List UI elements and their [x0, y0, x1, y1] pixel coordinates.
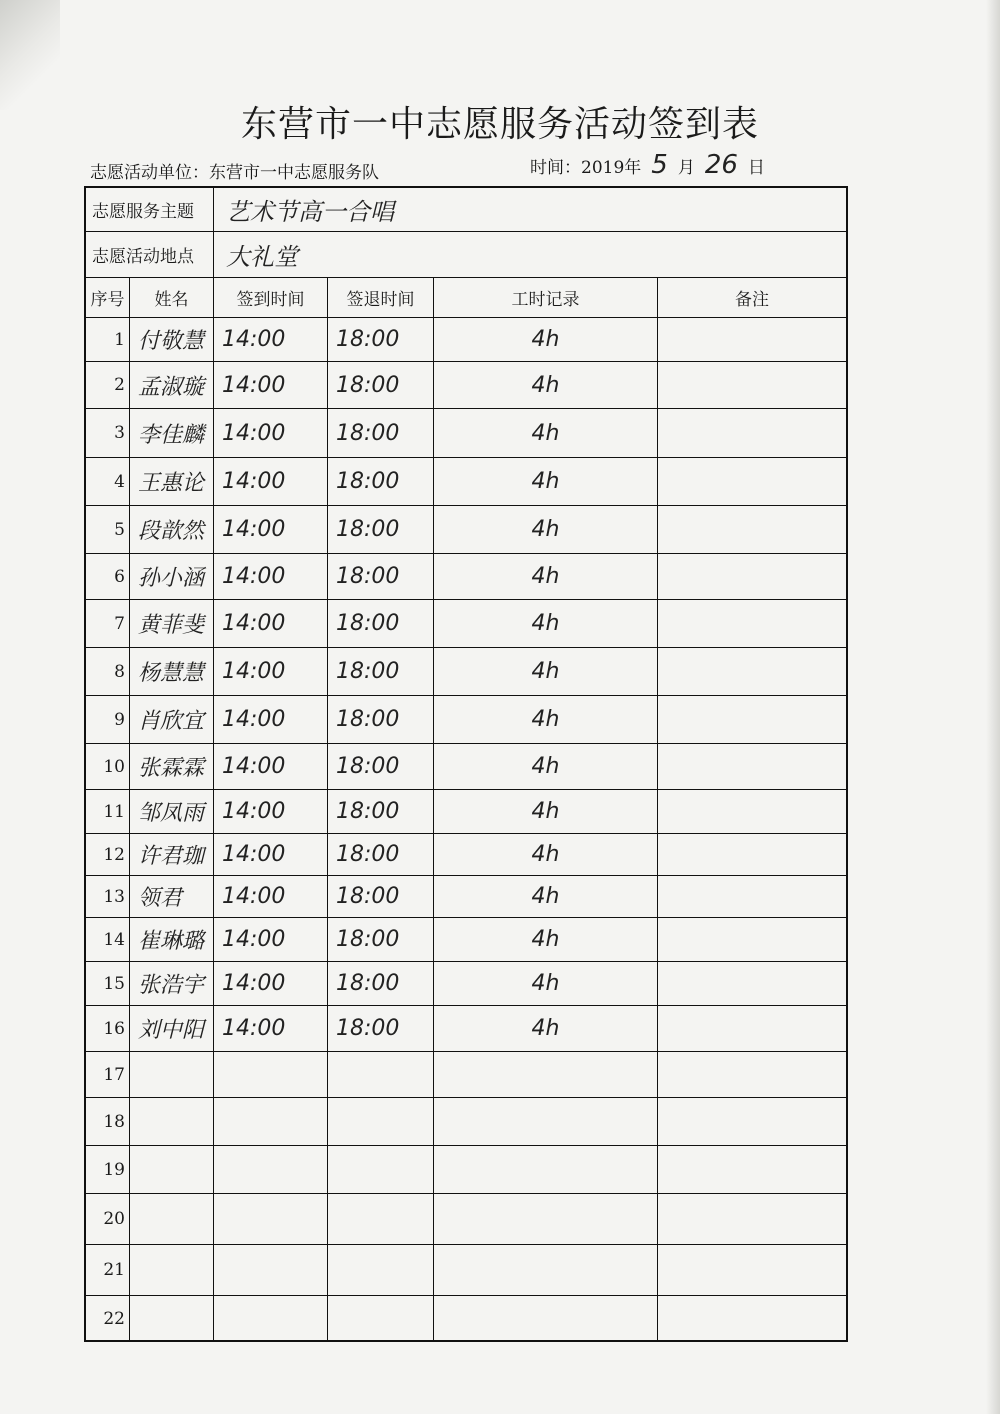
- cell-sign-out: 18:00: [328, 409, 434, 457]
- cell-sign-in: 14:00: [214, 362, 328, 408]
- cell-hours: 4h: [434, 362, 658, 408]
- cell-hours: 4h: [434, 648, 658, 695]
- cell-sign-out: 18:00: [328, 458, 434, 505]
- cell-name: 肖欣宜: [130, 696, 214, 743]
- cell-note: [658, 362, 846, 408]
- table-row: [86, 362, 846, 409]
- cell-sign-out: 18:00: [328, 744, 434, 789]
- cell-sign-in: 14:00: [214, 918, 328, 961]
- col-header-sign-out: 签退时间: [328, 278, 434, 317]
- cell-sign-out: 18:00: [328, 834, 434, 875]
- cell-no: 12: [86, 834, 130, 875]
- cell-no: 10: [86, 744, 130, 789]
- cell-name: [130, 1194, 214, 1244]
- cell-no: 7: [86, 600, 130, 647]
- cell-hours: 4h: [434, 696, 658, 743]
- sign-in-table: [84, 186, 848, 1342]
- table-row: [86, 1296, 846, 1342]
- cell-sign-out: 18:00: [328, 876, 434, 917]
- cell-sign-in: 14:00: [214, 962, 328, 1005]
- cell-sign-in: [214, 1146, 328, 1193]
- cell-hours: 4h: [434, 962, 658, 1005]
- table-row: [86, 696, 846, 744]
- cell-sign-out: 18:00: [328, 506, 434, 553]
- table-row: [86, 458, 846, 506]
- table-row: [86, 318, 846, 362]
- cell-no: 2: [86, 362, 130, 408]
- cell-note: [658, 1052, 846, 1097]
- cell-no: 4: [86, 458, 130, 505]
- cell-no: 18: [86, 1098, 130, 1145]
- cell-note: [658, 1194, 846, 1244]
- cell-sign-in: 14:00: [214, 744, 328, 789]
- cell-name: 许君珈: [130, 834, 214, 875]
- table-row: [86, 1052, 846, 1098]
- cell-name: [130, 1296, 214, 1342]
- cell-hours: 4h: [434, 834, 658, 875]
- cell-sign-out: 18:00: [328, 600, 434, 647]
- cell-name: [130, 1146, 214, 1193]
- cell-hours: [434, 1098, 658, 1145]
- cell-sign-out: 18:00: [328, 790, 434, 833]
- cell-hours: 4h: [434, 554, 658, 599]
- cell-name: 刘中阳: [130, 1006, 214, 1051]
- date-month-unit: 月: [677, 158, 695, 178]
- cell-name: 李佳麟: [130, 409, 214, 457]
- cell-note: [658, 744, 846, 789]
- cell-note: [658, 834, 846, 875]
- table-row: [86, 600, 846, 648]
- cell-hours: [434, 1296, 658, 1342]
- cell-hours: 4h: [434, 790, 658, 833]
- cell-sign-in: 14:00: [214, 648, 328, 695]
- cell-no: 16: [86, 1006, 130, 1051]
- paper-fold-shadow: [0, 0, 60, 110]
- col-header-name: 姓名: [130, 278, 214, 317]
- cell-no: 3: [86, 409, 130, 457]
- cell-sign-out: 18:00: [328, 648, 434, 695]
- cell-no: 14: [86, 918, 130, 961]
- cell-name: 黄菲斐: [130, 600, 214, 647]
- cell-no: 11: [86, 790, 130, 833]
- cell-sign-out: [328, 1245, 434, 1295]
- cell-sign-in: 14:00: [214, 458, 328, 505]
- table-header: [86, 278, 846, 318]
- cell-note: [658, 1296, 846, 1342]
- cell-sign-in: [214, 1194, 328, 1244]
- table-row: [86, 1194, 846, 1245]
- table-row: [86, 648, 846, 696]
- cell-name: 张霖霖: [130, 744, 214, 789]
- cell-sign-in: 14:00: [214, 318, 328, 361]
- cell-sign-in: 14:00: [214, 876, 328, 917]
- table-row: [86, 1098, 846, 1146]
- cell-note: [658, 918, 846, 961]
- cell-note: [658, 696, 846, 743]
- cell-hours: 4h: [434, 744, 658, 789]
- date-prefix: 时间：2019年: [530, 158, 642, 178]
- cell-no: 9: [86, 696, 130, 743]
- cell-sign-out: 18:00: [328, 962, 434, 1005]
- cell-name: 杨慧慧: [130, 648, 214, 695]
- cell-no: 8: [86, 648, 130, 695]
- table-row: [86, 1006, 846, 1052]
- cell-hours: 4h: [434, 409, 658, 457]
- cell-sign-in: [214, 1052, 328, 1097]
- table-row: [86, 744, 846, 790]
- cell-sign-out: [328, 1194, 434, 1244]
- table-row: [86, 506, 846, 554]
- cell-sign-in: [214, 1296, 328, 1342]
- table-row: [86, 409, 846, 458]
- page-title: 东营市一中志愿服务活动签到表: [240, 104, 759, 145]
- cell-name: 段歆然: [130, 506, 214, 553]
- cell-name: 孙小涵: [130, 554, 214, 599]
- cell-no: 6: [86, 554, 130, 599]
- table-row: [86, 554, 846, 600]
- cell-sign-in: [214, 1098, 328, 1145]
- cell-hours: 4h: [434, 318, 658, 361]
- cell-sign-in: 14:00: [214, 834, 328, 875]
- table-row: [86, 834, 846, 876]
- cell-sign-in: 14:00: [214, 790, 328, 833]
- cell-note: [658, 458, 846, 505]
- col-header-sign-in: 签到时间: [214, 278, 328, 317]
- date-day-unit: 日: [747, 158, 765, 178]
- date-month: 5: [651, 150, 668, 180]
- cell-hours: 4h: [434, 506, 658, 553]
- cell-name: 领君: [130, 876, 214, 917]
- unit-label: 志愿活动单位：东营市一中志愿服务队: [90, 163, 379, 183]
- cell-note: [658, 648, 846, 695]
- cell-sign-in: 14:00: [214, 554, 328, 599]
- cell-hours: [434, 1146, 658, 1193]
- cell-no: 1: [86, 318, 130, 361]
- cell-name: 张浩宇: [130, 962, 214, 1005]
- cell-no: 19: [86, 1146, 130, 1193]
- cell-sign-out: 18:00: [328, 918, 434, 961]
- cell-note: [658, 554, 846, 599]
- cell-note: [658, 318, 846, 361]
- cell-sign-in: 14:00: [214, 409, 328, 457]
- location-label: 志愿活动地点: [86, 232, 214, 277]
- paper-edge-shadow: [986, 0, 1000, 1414]
- cell-sign-out: [328, 1146, 434, 1193]
- cell-hours: 4h: [434, 1006, 658, 1051]
- cell-sign-in: 14:00: [214, 1006, 328, 1051]
- location-row: [86, 232, 846, 278]
- cell-sign-in: [214, 1245, 328, 1295]
- cell-note: [658, 790, 846, 833]
- cell-name: 邹凤雨: [130, 790, 214, 833]
- cell-no: 21: [86, 1245, 130, 1295]
- cell-no: 13: [86, 876, 130, 917]
- cell-hours: [434, 1052, 658, 1097]
- cell-sign-in: 14:00: [214, 600, 328, 647]
- cell-sign-out: [328, 1098, 434, 1145]
- cell-note: [658, 876, 846, 917]
- location-value: 大礼堂: [226, 243, 298, 271]
- cell-hours: 4h: [434, 876, 658, 917]
- table-row: [86, 962, 846, 1006]
- table-row: [86, 876, 846, 918]
- cell-sign-out: 18:00: [328, 1006, 434, 1051]
- cell-hours: 4h: [434, 458, 658, 505]
- cell-note: [658, 1098, 846, 1145]
- cell-name: 孟淑璇: [130, 362, 214, 408]
- cell-sign-out: 18:00: [328, 318, 434, 361]
- cell-no: 20: [86, 1194, 130, 1244]
- cell-sign-out: 18:00: [328, 696, 434, 743]
- col-header-no: 序号: [86, 278, 130, 317]
- cell-hours: [434, 1245, 658, 1295]
- col-header-hours: 工时记录: [434, 278, 658, 317]
- cell-name: [130, 1098, 214, 1145]
- cell-sign-out: [328, 1052, 434, 1097]
- topic-label: 志愿服务主题: [86, 188, 214, 231]
- cell-note: [658, 506, 846, 553]
- topic-row: [86, 188, 846, 232]
- cell-no: 5: [86, 506, 130, 553]
- cell-hours: 4h: [434, 600, 658, 647]
- cell-no: 15: [86, 962, 130, 1005]
- cell-note: [658, 962, 846, 1005]
- cell-note: [658, 409, 846, 457]
- cell-sign-out: 18:00: [328, 554, 434, 599]
- cell-note: [658, 1245, 846, 1295]
- table-row: [86, 918, 846, 962]
- cell-sign-in: 14:00: [214, 506, 328, 553]
- cell-note: [658, 1006, 846, 1051]
- table-row: [86, 790, 846, 834]
- table-row: [86, 1245, 846, 1296]
- date-day: 26: [704, 150, 738, 180]
- cell-no: 22: [86, 1296, 130, 1342]
- topic-value: 艺术节高一合唱: [226, 198, 394, 226]
- cell-sign-in: 14:00: [214, 696, 328, 743]
- date-line: [530, 150, 765, 180]
- cell-name: [130, 1245, 214, 1295]
- cell-sign-out: 18:00: [328, 362, 434, 408]
- table-row: [86, 1146, 846, 1194]
- cell-sign-out: [328, 1296, 434, 1342]
- cell-name: 付敬慧: [130, 318, 214, 361]
- cell-name: [130, 1052, 214, 1097]
- cell-note: [658, 600, 846, 647]
- col-header-note: 备注: [735, 290, 769, 310]
- cell-hours: 4h: [434, 918, 658, 961]
- cell-name: 王惠论: [130, 458, 214, 505]
- cell-name: 崔琳璐: [130, 918, 214, 961]
- cell-no: 17: [86, 1052, 130, 1097]
- cell-note: [658, 1146, 846, 1193]
- cell-hours: [434, 1194, 658, 1244]
